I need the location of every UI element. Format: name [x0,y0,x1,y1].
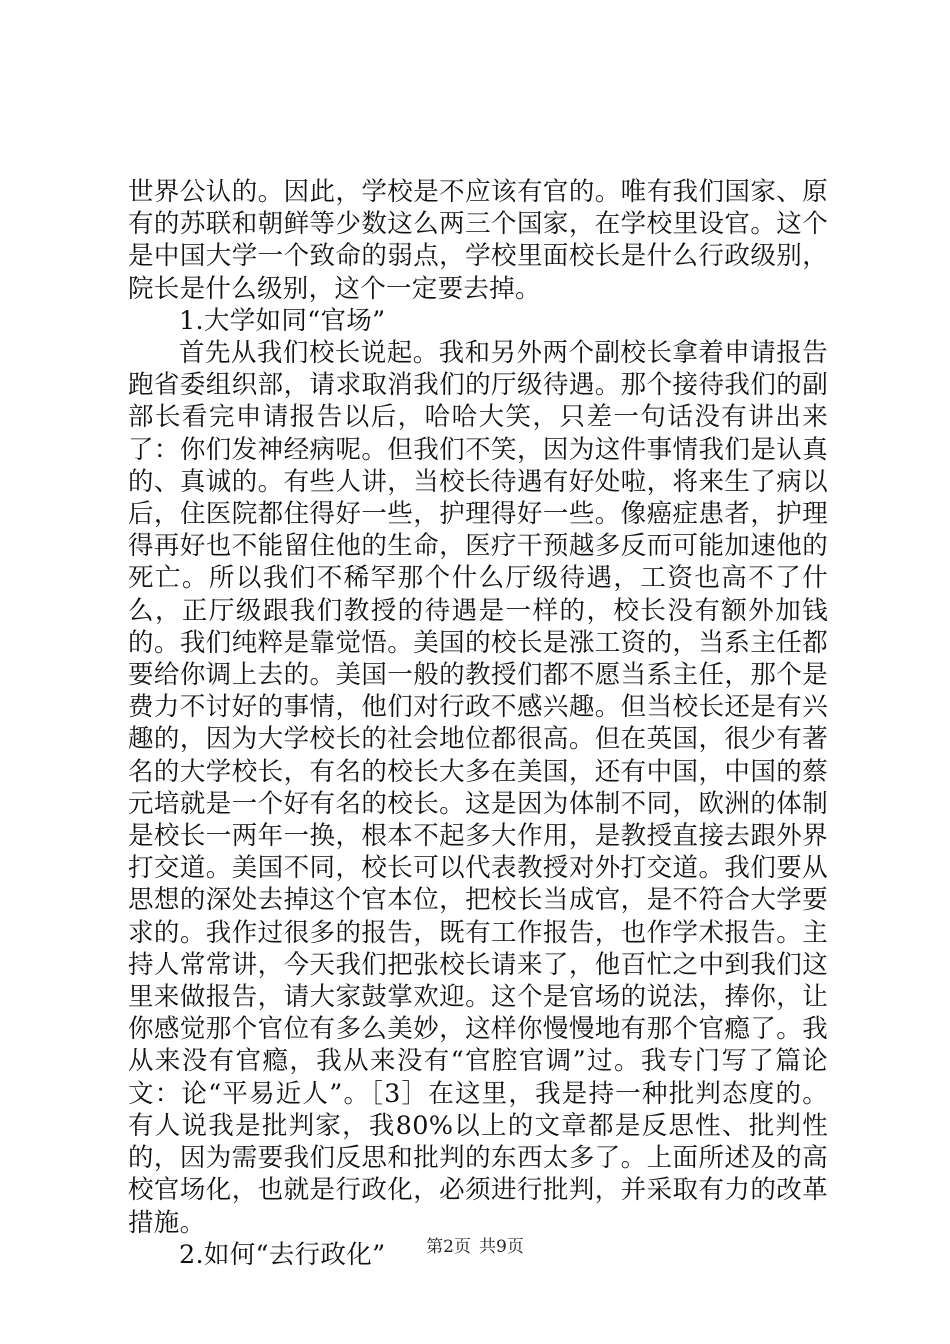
paragraph-intro: 世界公认的。因此，学校是不应该有官的。唯有我们国家、原有的苏联和朝鲜等少数这么两三个国家，在学校里设官。这个是中国大学一个致命的弱点，学校里面校长是什么行政级别，院长是什么级别，这个一定要去掉。 [128,177,828,304]
document-body [128,176,828,1271]
section-heading-1: 1.大学如同“官场” [179,305,386,336]
section-heading-2: 2.如何“去行政化” [179,1239,386,1270]
page-total: 共9页 [479,1237,524,1257]
page-number: 第2页 [426,1237,471,1257]
page-footer [0,1236,950,1258]
paragraph-main: 首先从我们校长说起。我和另外两个副校长拿着申请报告跑省委组织部，请求取消我们的厅级待遇。那个接待我们的副部长看完申请报告以后，哈哈大笑，只差一句话没有讲出来了：你们发神经病呢。但我们不笑，因为这件事情我们是认真的、真诚的。有些人讲，当校长待遇有好处啦，将来生了病以后，住医院都住得好一些，护理得好一些。像癌症患者，护理得再好也不能留住他的生命，医疗干预越多反而可能加速他的死亡。所以我们不稀罕那个什么厅级待遇，工资也高不了什么，正厅级跟我们教授的待遇是一样的，校长没有额外加钱的。我们纯粹是靠觉悟。美国的校长是涨工资的，当系主任都要给你调上去的。美国一般的教授们都不愿当系主任，那个是费力不讨好的事情，他们对行政不感兴趣。但当校长还是有兴趣的，因为大学校长的社会地位都很高。但在英国，很少有著名的大学校长，有名的校长大多在美国，还有中国，中国的蔡元培就是一个好有名的校长。这是因为体制不同，欧洲的体制是校长一两年一换，根本不起多大作用，是教授直接去跟外界打交道。美国不同，校长可以代表教授对外打交道。我们要从思想的深处去掉这个官本位，把校长当成官，是不符合大学要求的。我作过很多的报告，既有工作报告，也作学术报告。主持人常常讲，今天我们把张校长请来了，他百忙之中到我们这里来做报告，请大家鼓掌欢迎。这个是官场的说法，捧你，让你感觉那个官位有多么美妙，这样你慢慢地有那个官瘾了。我从来没有官瘾，我从来没有“官腔官调”过。我专门写了篇论文：论“平易近人”。［3］在这里，我是持一种批判态度的。有人说我是批判家，我80%以上的文章都是反思性、批判性的，因为需要我们反思和批判的东西太多了。上面所述及的高校官场化，也就是行政化，必须进行批判，并采取有力的改革措施。 [128,338,828,1238]
